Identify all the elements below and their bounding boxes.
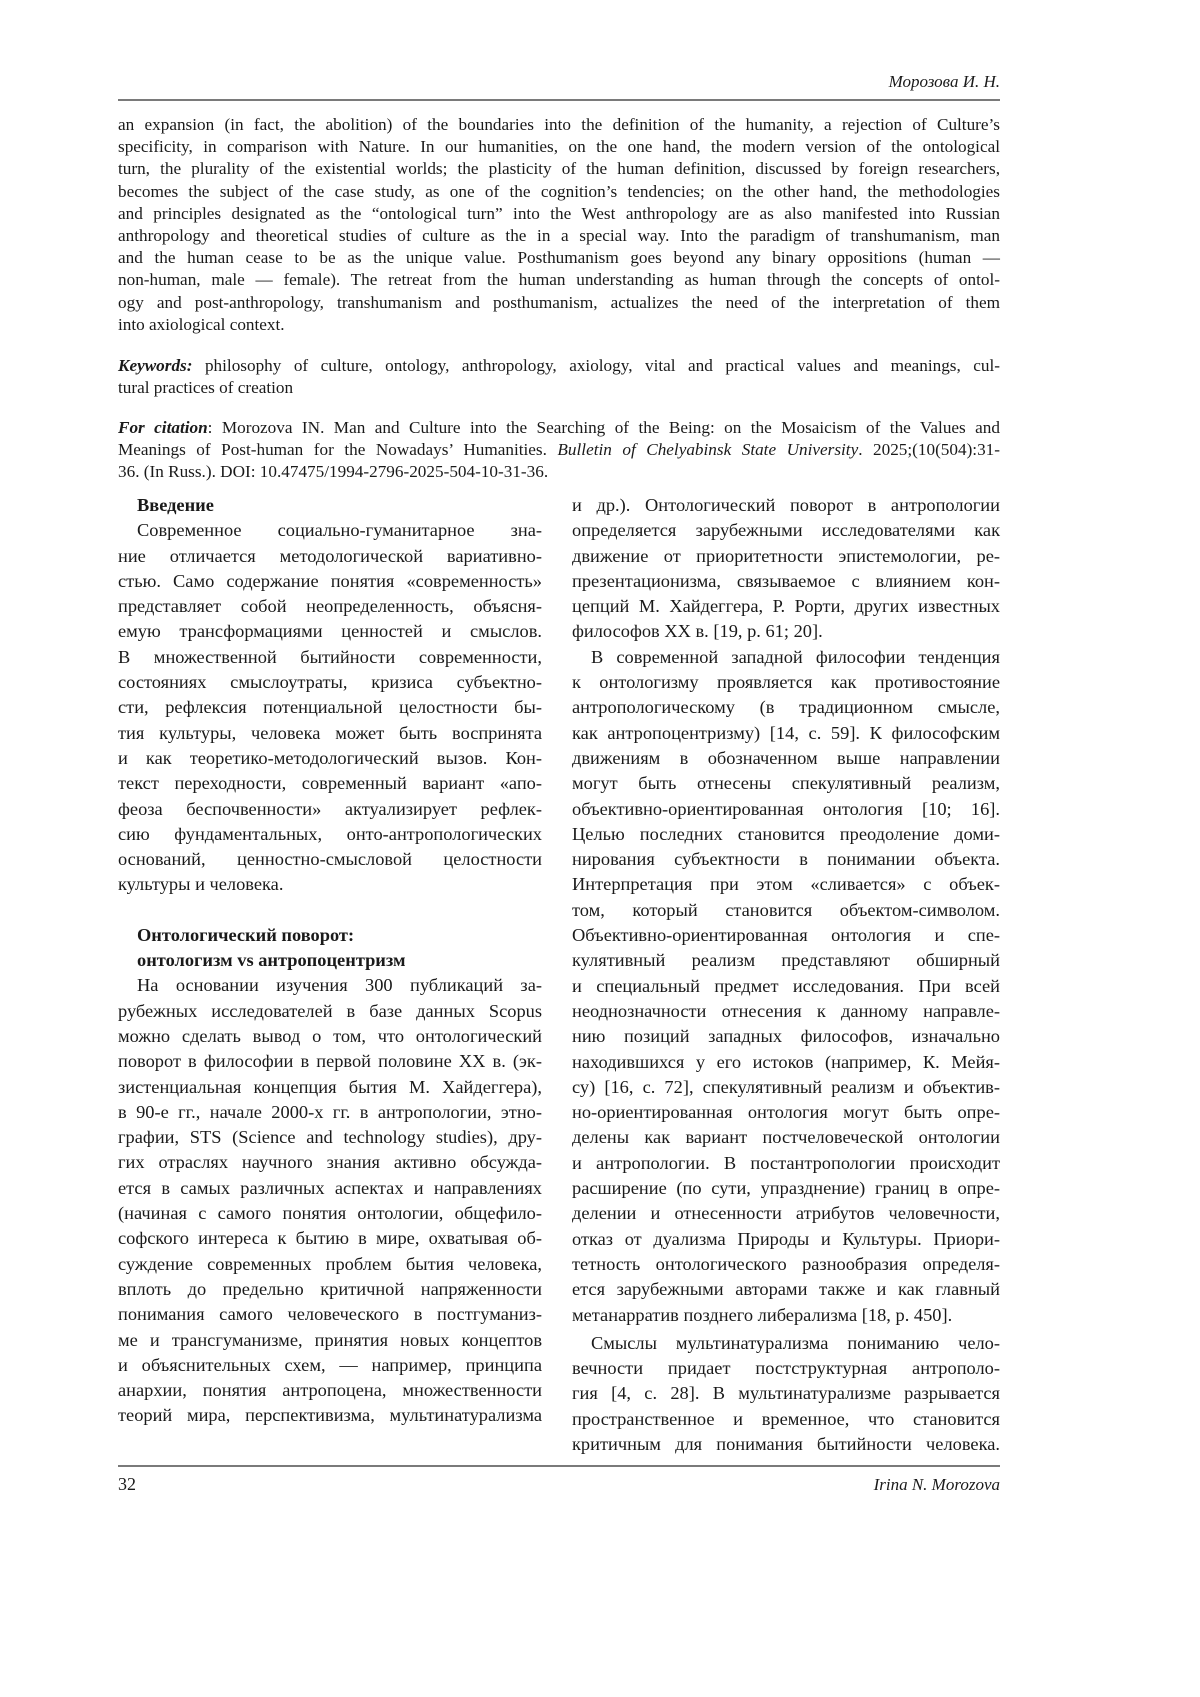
- text-line: На основании изучения 300 публикаций за-: [137, 975, 542, 996]
- text-line: [118, 355, 1000, 377]
- text-line: стью. Само содержание понятия «современность»: [118, 570, 542, 591]
- left-column: [118, 493, 542, 1429]
- text-line: текст переходности, современный вариант «апо-: [118, 773, 542, 794]
- text-line: движение от приоритетности эпистемологии, ре-: [572, 545, 1000, 566]
- text-line: к онтологизму проявляется как противостояние: [572, 672, 1000, 693]
- text-line: ме и трансгуманизме, принятия новых концептов: [118, 1329, 542, 1350]
- text-line: презентационизма, связываемое с влиянием кон-: [572, 570, 1000, 591]
- right-column: [572, 493, 1000, 1457]
- text-line: су) [16, с. 72], спекулятивный реализм и объектив-: [572, 1076, 1000, 1097]
- text-line: состояниях смыслоутраты, кризиса субъектно-: [118, 672, 542, 693]
- text-line: феоза беспочвенности» актуализирует рефлек-: [118, 798, 542, 819]
- text-line: в 90-е гг., начале 2000-х гг. в антропологии, этно-: [118, 1101, 542, 1122]
- text-line: and the human cease to be as the unique value. Posthumanism goes beyond any binary oppositions (human —: [118, 248, 1000, 268]
- text-line: как антропоцентризму) [14, с. 59]. К философским: [572, 722, 1000, 743]
- text-line: пространственное и временное, что становится: [572, 1408, 1000, 1429]
- text-line: объективно-ориентированная онтология [10; 16].: [572, 798, 1000, 819]
- text-line: В множественной бытийности современности,: [118, 646, 542, 667]
- text-line: нирования субъектности в понимании объекта.: [572, 849, 1000, 870]
- text-line: зистенциальная концепция бытия М. Хайдеггера),: [118, 1076, 542, 1097]
- emphasis: Keywords:: [118, 356, 193, 375]
- text-line: сти, рефлексия потенциальной целостности бы-: [118, 697, 542, 718]
- text-line: кулятивный реализм представляют обширный: [572, 950, 1000, 971]
- text-line: теорий мира, перспективизма, мультинатурализма: [118, 1405, 542, 1426]
- text-line: turn, the plurality of the existential worlds; the plasticity of the human definition, discussed by foreign researchers,: [118, 159, 1000, 179]
- section-heading: Введение: [137, 495, 214, 515]
- spacer: [118, 898, 542, 923]
- keywords: [118, 355, 1000, 399]
- text-line: суждение современных проблем бытия человека,: [118, 1253, 542, 1274]
- header-rule: [118, 99, 1000, 101]
- text-line: критичным для понимания бытийности человека.: [572, 1433, 1000, 1454]
- text-line: and principles designated as the “ontological turn” into the West anthropology are as also manifested into Russian: [118, 203, 1000, 223]
- text-line: софского интереса к бытию в мире, охватывая об-: [118, 1228, 542, 1249]
- text-line: ogy and post-anthropology, transhumanism and posthumanism, actualizes the need of the interpretation of them: [118, 292, 1000, 312]
- paragraph: [572, 493, 1000, 645]
- text-line: рубежных исследователей в базе данных Scopus: [118, 1000, 542, 1021]
- text-line: неоднозначности отнесения к данному направле-: [572, 1000, 1000, 1021]
- text-line: метанарратив позднего либерализма [18, р. 450].: [572, 1304, 953, 1325]
- text-line: non-human, male — female). The retreat from the human understanding as human through the concepts of ontol-: [118, 270, 1000, 290]
- text-line: tural practices of creation: [118, 378, 294, 398]
- text-line: и объяснительных схем, — например, принципа: [118, 1354, 542, 1375]
- text-line: [118, 439, 1000, 461]
- text-line: определяется зарубежными исследователями как: [572, 520, 1000, 541]
- text-line: анархии, понятия антропоцена, множественности: [118, 1380, 542, 1401]
- paragraph: [572, 1331, 1000, 1457]
- text-line: но-ориентированная онтология могут быть опре-: [572, 1102, 1000, 1123]
- text-line: тетность онтологического разнообразия определя-: [572, 1253, 1000, 1274]
- text-line: делении и отнесенности атрибутов человечности,: [572, 1203, 1000, 1224]
- citation: [118, 417, 1000, 484]
- text-line: anthropology and theoretical studies of culture as the in a special way. Into the paradigm of transhumanism, man: [118, 225, 1000, 245]
- text-line: 36. (In Russ.). DOI: 10.47475/1994-2796-2025-504-10-31-36.: [118, 462, 549, 482]
- text-line: и антропологии. В постантропологии происходит: [572, 1152, 1000, 1173]
- text-line: Смыслы мультинатурализма пониманию чело-: [591, 1332, 1000, 1353]
- abstract: [118, 114, 1000, 336]
- text-line: движениям в обозначенном выше направлении: [572, 747, 1000, 768]
- text-line: тия культуры, человека может быть воспринята: [118, 722, 542, 743]
- text-line: находившихся у его истоков (например, К. Мейя-: [572, 1051, 1000, 1072]
- text-line: оснований, ценностно-смысловой целостности: [118, 849, 542, 870]
- text-line: into axiological context.: [118, 314, 285, 334]
- paragraph: [118, 518, 542, 897]
- text-line: В современной западной философии тенденция: [591, 646, 1000, 667]
- text-line: specificity, in comparison with Nature. In our humanities, on the one hand, the modern version of the ontological: [118, 137, 1000, 157]
- text-line: понимания самого человеческого в постгуманиз-: [118, 1304, 542, 1325]
- emphasis: Bulletin of Chelyabinsk State University: [557, 440, 859, 460]
- page-number: 32: [118, 1474, 136, 1494]
- text-line: культуры и человека.: [118, 874, 284, 895]
- emphasis: For citation: [118, 418, 208, 437]
- paragraph: [118, 973, 542, 1428]
- text-line: вечности придает постструктурная антрополо-: [572, 1358, 1000, 1379]
- text-line: цепций М. Хайдеггера, Р. Рорти, других известных: [572, 596, 1000, 617]
- text-line: можно сделать вывод о том, что онтологический: [118, 1025, 542, 1046]
- text-line: и др.). Онтологический поворот в антропологии: [572, 495, 1000, 515]
- text-line: an expansion (in fact, the abolition) of the boundaries into the definition of the humanity, a rejection of Culture’s: [118, 115, 1000, 134]
- text-line: Целью последних становится преодоление доми-: [572, 823, 1000, 844]
- text-line: ние отличается методологической вариативно-: [118, 545, 542, 566]
- text-line: ется зарубежными авторами также и как главный: [572, 1279, 1000, 1300]
- text-line: емую трансформациями ценностей и смыслов.: [118, 621, 542, 642]
- text-line: гия [4, с. 28]. В мультинатурализме разрывается: [572, 1383, 1000, 1404]
- text-line: [118, 417, 1000, 439]
- text-line: расширение (по сути, упразднение) границ в опре-: [572, 1178, 1000, 1199]
- footer-rule: [118, 1465, 1000, 1467]
- running-title: Морозова И. Н.: [888, 72, 1000, 91]
- text-run: : Morozova IN. Man and Culture into the Searching of the Being: on the Mosaicism of the Values and: [207, 418, 1000, 437]
- text-run: . 2025;(10(504):31-: [858, 440, 1000, 460]
- text-line: Современное социально-гуманитарное зна-: [137, 520, 542, 541]
- text-line: отказ от дуализма Природы и Культуры. Приори-: [572, 1228, 1000, 1249]
- text-line: и как теоретико-методологический вызов. Кон-: [118, 747, 542, 768]
- text-line: и специальный предмет исследования. При всей: [572, 975, 1000, 996]
- text-line: becomes the subject of the case study, as one of the cognition’s tendencies; on the other hand, the methodologies: [118, 181, 1000, 201]
- text-line: Интерпретация при этом «сливается» с объек-: [572, 874, 1000, 895]
- text-run: philosophy of culture, ontology, anthropology, axiology, vital and practical values and meanings, cul-: [192, 356, 1000, 375]
- text-line: вплоть до предельно критичной напряженности: [118, 1278, 542, 1299]
- text-line: делены как вариант постчеловеческой онтологии: [572, 1127, 1000, 1148]
- text-line: гих отраслях научного знания активно обсужда-: [118, 1152, 542, 1173]
- text-line: философов XX в. [19, p. 61; 20].: [572, 621, 823, 642]
- section-heading: онтологизм vs антропоцентризм: [137, 950, 406, 971]
- text-line: ется в самых различных аспектах и направлениях: [118, 1177, 542, 1198]
- text-line: антропологическому (в традиционном смысле,: [572, 697, 1000, 718]
- text-line: нию позиций западных философов, изначально: [572, 1026, 1000, 1047]
- text-line: могут быть отнесены спекулятивный реализм,: [572, 773, 1000, 794]
- text-line: графии, STS (Science and technology studies), дру-: [118, 1127, 542, 1148]
- text-line: Объективно-ориентированная онтология и спе-: [572, 925, 1000, 946]
- section-heading: Онтологический поворот:: [137, 924, 355, 945]
- text-line: сию фундаментальных, онто-антропологических: [118, 823, 542, 844]
- paragraph: [572, 645, 1000, 1328]
- footer-author: Irina N. Morozova: [873, 1475, 1000, 1494]
- text-line: том, который становится объектом-символом.: [572, 899, 1000, 920]
- text-line: представляет собой неопределенность, объясня-: [118, 596, 542, 617]
- text-line: поворот в философии в первой половине XX в. (эк-: [118, 1051, 542, 1072]
- text-run: Meanings of Post-human for the Nowadays’ Humanities.: [118, 440, 558, 460]
- text-line: (начиная с самого понятия онтологии, общефило-: [118, 1203, 542, 1224]
